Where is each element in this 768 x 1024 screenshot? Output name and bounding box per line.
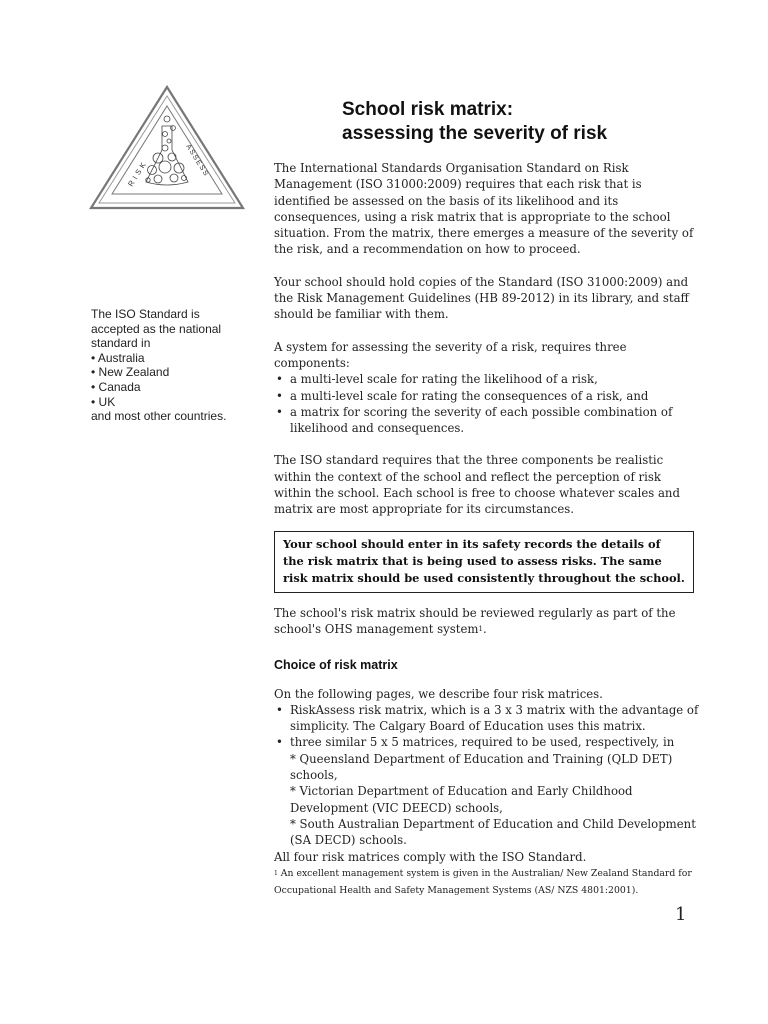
components-list (274, 371, 700, 436)
iso-requirements-paragraph: The ISO standard requires that the three components be realistic within the context of the school and reflect the perception of risk within the school. Each school is free to choose whatever scales and matrix are most appropriate for its circumstances. (274, 453, 680, 517)
list-item: • a multi-level scale for rating the consequences of a risk, and (274, 388, 700, 404)
title-line-1: School risk matrix: (342, 99, 514, 120)
logo-word-assess: ASSESS (184, 143, 210, 179)
list-item (274, 734, 700, 848)
compliance-paragraph: All four risk matrices comply with the ISO Standard. (274, 849, 587, 864)
footnote-marker: 1 (478, 624, 483, 633)
list-item: • RiskAssess risk matrix, which is a 3 x 3 matrix with the advantage of simplicity. The Calgary Board of Education uses this matrix. (274, 702, 700, 735)
footnote-text: An excellent management system is given in the Australian/ New Zealand Standard for Occupational Health and Safety Management Systems (AS/ NZS 4801:2001). (274, 867, 692, 896)
safety-records-callout: Your school should enter in its safety records the details of the risk matrix that is being used to assess risks. The same risk matrix should be used consistently throughout the school. (274, 531, 694, 593)
intro-paragraph: The International Standards Organisation Standard on Risk Management (ISO 31000:2009) requires that each risk that is identified be assessed on the basis of its likelihood and its consequences, using a risk matrix that is appropriate to the school situation. From the matrix, there emerges a measure of the severity of the risk, and a recommendation on how to proceed. (274, 161, 694, 257)
list-item: • a multi-level scale for rating the likelihood of a risk, (274, 371, 700, 387)
review-paragraph (274, 605, 700, 638)
list-item: • a matrix for scoring the severity of each possible combination of likelihood and consequences. (274, 404, 700, 437)
page-number: 1 (675, 904, 687, 925)
sidenote-line: accepted as the national (91, 321, 222, 336)
standards-paragraph: Your school should hold copies of the Standard (ISO 31000:2009) and the Risk Management Guidelines (HB 89-2012) in its library, and staff should be familiar with them. (274, 274, 689, 322)
risk-assess-logo (88, 84, 246, 212)
logo-word-risk: RISK (126, 158, 150, 189)
components-intro: A system for assessing the severity of a risk, requires three components: (274, 339, 627, 370)
list-item-text: • three similar 5 x 5 matrices, required to be used, respectively, in (290, 735, 675, 750)
review-text: The school's risk matrix should be reviewed regularly as part of the school's OHS management system (274, 605, 676, 636)
main-text (274, 160, 700, 899)
sub-item: * Victorian Department of Education and Early Childhood Development (VIC DEECD) schools, (290, 784, 633, 815)
sub-item: * South Australian Department of Education and Child Development (SA DECD) schools. (290, 816, 696, 848)
matrices-intro: On the following pages, we describe four risk matrices. (274, 686, 603, 701)
footnote (274, 865, 700, 899)
sidenote-closing: and most other countries. (91, 409, 227, 424)
country-item: • Canada (91, 379, 141, 394)
country-item: • New Zealand (91, 365, 170, 380)
footnote-number: 1 (274, 869, 278, 877)
title-line-2: assessing the severity of risk (342, 123, 608, 144)
sidenote-line: The ISO Standard is (91, 307, 200, 321)
matrices-list (274, 702, 700, 849)
review-end: . (482, 621, 487, 636)
iso-sidenote (91, 307, 251, 424)
sub-item: * Queensland Department of Education and Training (QLD DET) schools, (290, 751, 673, 783)
sidenote-line: standard in (91, 336, 151, 351)
page-title (342, 98, 607, 146)
section-heading: Choice of risk matrix (274, 658, 398, 673)
country-item: • Australia (91, 350, 145, 365)
country-item: • UK (91, 394, 116, 409)
